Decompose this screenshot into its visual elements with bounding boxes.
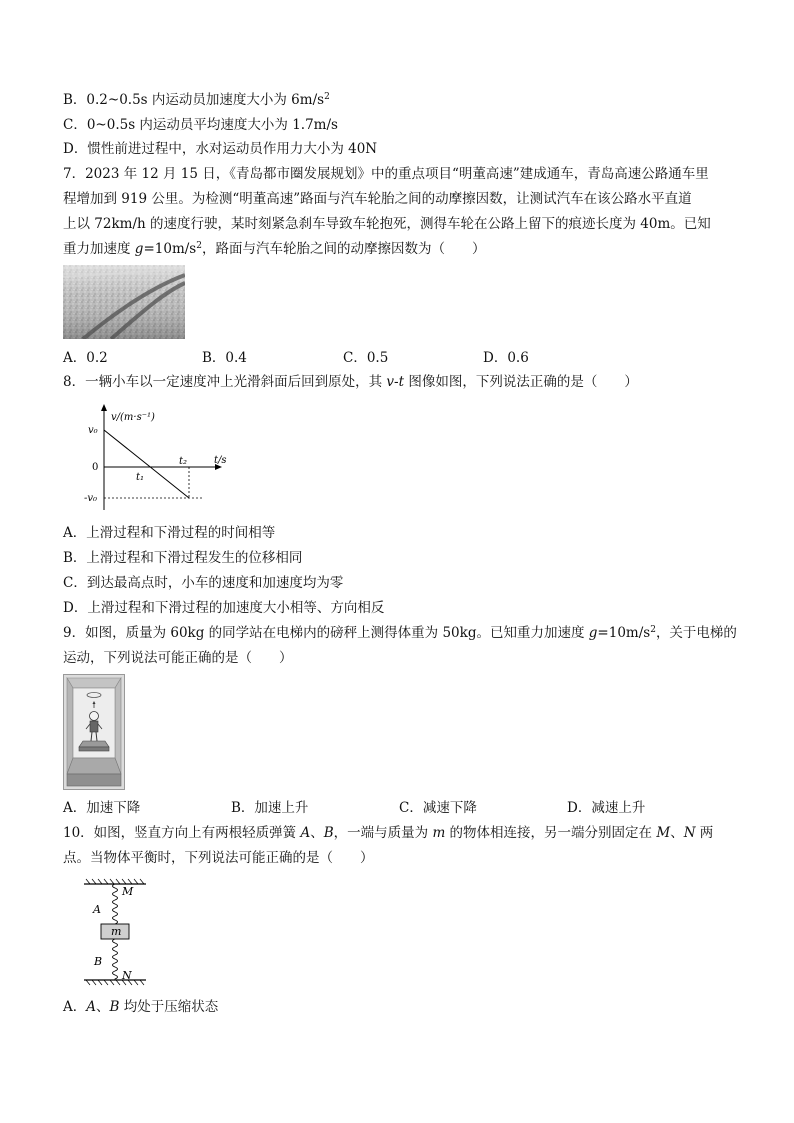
- q7-option-b: B．0.4: [202, 350, 247, 366]
- scale-icon: [79, 741, 109, 747]
- vt-line: [104, 430, 189, 498]
- mass-label: m: [111, 925, 122, 938]
- q6-option-c: C．0~0.5s 内运动员平均速度大小为 1.7m/s: [63, 117, 338, 133]
- q9-option-d: D．减速上升: [567, 800, 646, 816]
- q9-option-c: C．减速下降: [399, 800, 477, 816]
- spring-a-label: A: [93, 903, 101, 916]
- point-n-label: N: [122, 969, 132, 982]
- q8-option-d: D．上滑过程和下滑过程的加速度大小相等、方向相反: [63, 600, 385, 616]
- student-head-icon: [90, 712, 99, 721]
- t1-label: t₁: [136, 472, 145, 483]
- spring-b-label: B: [94, 955, 103, 968]
- q10-stem-line-1: 10．如图，竖直方向上有两根轻质弹簧 A、B，一端与质量为 m 的物体相连接，另一端分别固定在 M、N 两: [63, 825, 714, 841]
- q10-stem-line-2: 点。当物体平衡时，下列说法可能正确的是（ ）: [63, 850, 374, 866]
- elevator-scale-illustration: [63, 674, 125, 790]
- q7-option-a: A．0.2: [63, 350, 108, 366]
- q7-option-d: D．0.6: [483, 350, 529, 366]
- q6-option-d: D．惯性前进过程中，水对运动员作用力大小为 40N: [63, 141, 378, 157]
- point-m-label: M: [122, 885, 134, 898]
- q8-option-a: A．上滑过程和下滑过程的时间相等: [63, 525, 276, 541]
- neg-v0-label: -v₀: [84, 493, 98, 504]
- q7-option-c: C．0.5: [343, 350, 389, 366]
- vt-graph: [80, 402, 240, 514]
- t2-label: t₂: [179, 456, 188, 467]
- q6-option-b: B．0.2~0.5s 内运动员加速度大小为 $6m/s^2$: [63, 92, 330, 108]
- q10-option-a: A．A、B 均处于压缩状态: [63, 999, 219, 1015]
- q7-stem-line-4: 重力加速度 $g=10m/s^2$，路面与汽车轮胎之间的动摩擦因数为（ ）: [63, 241, 486, 257]
- road-skid-marks-photo: [63, 265, 185, 339]
- t-axis-label: t/s: [214, 455, 227, 466]
- v-axis-label: v/(m·s⁻¹): [111, 412, 155, 423]
- q9-stem-line-2: 运动，下列说法可能正确的是（ ）: [63, 650, 293, 666]
- q8-option-b: B．上滑过程和下滑过程发生的位移相同: [63, 550, 303, 566]
- q7-stem-line-2: 程增加到 919 公里。为检测“明董高速”路面与汽车轮胎之间的动摩擦因数，让测试汽车在该公路水平直道: [63, 191, 692, 207]
- spring-system-figure: [80, 878, 155, 988]
- q7-stem-line-3: 上以 72km/h 的速度行驶，某时刻紧急刹车导致车轮抱死，测得车轮在公路上留下的痕迹长度为 40m。已知: [63, 216, 711, 232]
- q8-stem: 8．一辆小车以一定速度冲上光滑斜面后回到原处，其 v-t 图像如图，下列说法正确的是（ ）: [63, 374, 638, 390]
- spring-a: [113, 884, 118, 924]
- q9-option-a: A．加速下降: [63, 800, 141, 816]
- v-axis-arrow: [101, 404, 107, 411]
- spring-b: [113, 939, 118, 980]
- q7-stem-line-1: 7．2023 年 12 月 15 日，《青岛都市圈发展规划》中的重点项目“明董高速”建成通车，青岛高速公路通车里: [63, 166, 709, 182]
- v0-label: v₀: [88, 425, 98, 436]
- origin-label: 0: [92, 462, 99, 473]
- student-body-icon: [90, 721, 98, 732]
- q9-option-b: B．加速上升: [231, 800, 309, 816]
- q9-stem-line-1: 9．如图，质量为 60kg 的同学站在电梯内的磅秤上测得体重为 50kg。已知重力加速度 $g=10m/s^2$，关于电梯的: [63, 625, 737, 641]
- q8-option-c: C．到达最高点时，小车的速度和加速度均为零: [63, 575, 344, 591]
